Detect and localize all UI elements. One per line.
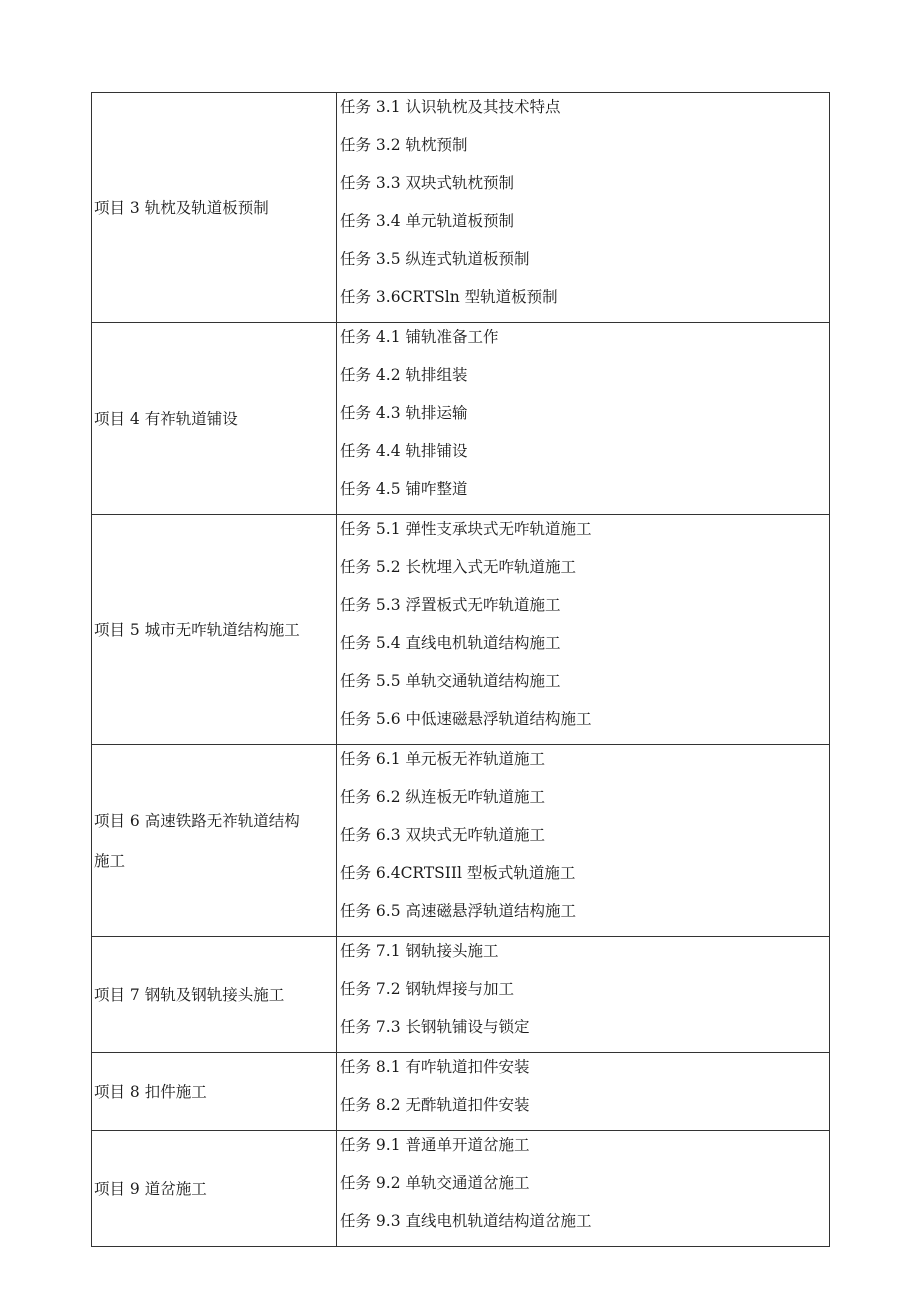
project-row <box>92 515 830 745</box>
task-list <box>337 93 829 322</box>
task-item: 任务 6.1 单元板无祚轨道施工 <box>340 750 546 768</box>
project-row <box>92 93 830 323</box>
project-title: 项目 9 道岔施工 <box>92 1131 337 1247</box>
task-item: 任务 5.6 中低速磁悬浮轨道结构施工 <box>340 710 592 728</box>
task-list <box>337 323 829 514</box>
task-item: 任务 5.5 单轨交通轨道结构施工 <box>340 672 561 690</box>
task-item: 任务 3.3 双块式轨枕预制 <box>340 174 515 192</box>
task-item: 任务 9.1 普通单开道岔施工 <box>340 1136 530 1154</box>
task-item: 任务 6.5 高速磁悬浮轨道结构施工 <box>340 902 577 920</box>
task-item: 任务 8.2 无酢轨道扣件安装 <box>340 1096 530 1114</box>
task-item: 任务 6.3 双块式无咋轨道施工 <box>340 826 546 844</box>
task-item: 任务 4.1 铺轨准备工作 <box>340 328 499 346</box>
project-title: 项目 5 城市无咋轨道结构施工 <box>92 515 337 745</box>
task-item: 任务 5.4 直线电机轨道结构施工 <box>340 634 561 652</box>
task-item: 任务 5.2 长枕埋入式无咋轨道施工 <box>340 558 577 576</box>
task-item: 任务 7.3 长钢轨铺设与锁定 <box>340 1018 530 1036</box>
task-item: 任务 3.2 轨枕预制 <box>340 136 468 154</box>
task-item: 任务 7.2 钢轨焊接与加工 <box>340 980 515 998</box>
task-list <box>337 1053 829 1130</box>
project-row <box>92 937 830 1053</box>
project-row <box>92 323 830 515</box>
task-item: 任务 6.4CRTSIIl 型板式轨道施工 <box>340 864 576 882</box>
task-item: 任务 5.3 浮置板式无咋轨道施工 <box>340 596 561 614</box>
task-list <box>337 515 829 744</box>
task-item: 任务 8.1 有咋轨道扣件安装 <box>340 1058 530 1076</box>
project-row <box>92 1131 830 1247</box>
task-item: 任务 9.2 单轨交通道岔施工 <box>340 1174 530 1192</box>
project-task-table <box>91 92 830 1247</box>
task-item: 任务 5.1 弹性支承块式无咋轨道施工 <box>340 520 592 538</box>
project-row <box>92 1053 830 1131</box>
task-item: 任务 6.2 纵连板无咋轨道施工 <box>340 788 546 806</box>
task-cell <box>337 93 830 323</box>
task-list <box>337 1131 829 1246</box>
task-cell <box>337 323 830 515</box>
task-item: 任务 4.2 轨排组装 <box>340 366 468 384</box>
task-item: 任务 3.5 纵连式轨道板预制 <box>340 250 530 268</box>
task-item: 任务 3.1 认识轨枕及其技术特点 <box>340 98 561 116</box>
task-cell <box>337 515 830 745</box>
task-item: 任务 7.1 钢轨接头施工 <box>340 942 499 960</box>
project-title: 项目 4 有祚轨道铺设 <box>92 323 337 515</box>
task-item: 任务 4.5 铺咋整道 <box>340 480 468 498</box>
project-row <box>92 745 830 937</box>
task-item: 任务 9.3 直线电机轨道结构道岔施工 <box>340 1212 592 1230</box>
project-title: 项目 8 扣件施工 <box>92 1053 337 1131</box>
project-title: 项目 3 轨枕及轨道板预制 <box>92 93 337 323</box>
task-item: 任务 3.4 单元轨道板预制 <box>340 212 515 230</box>
task-item: 任务 3.6CRTSln 型轨道板预制 <box>340 288 558 306</box>
task-cell <box>337 937 830 1053</box>
task-list <box>337 745 829 936</box>
task-list <box>337 937 829 1052</box>
task-item: 任务 4.4 轨排铺设 <box>340 442 468 460</box>
task-item: 任务 4.3 轨排运输 <box>340 404 468 422</box>
task-cell <box>337 1131 830 1247</box>
task-cell <box>337 745 830 937</box>
task-cell <box>337 1053 830 1131</box>
project-title: 项目 7 钢轨及钢轨接头施工 <box>92 937 337 1053</box>
table-body <box>92 93 830 1247</box>
project-title: 项目 6 高速铁路无祚轨道结构施工 <box>92 745 337 937</box>
